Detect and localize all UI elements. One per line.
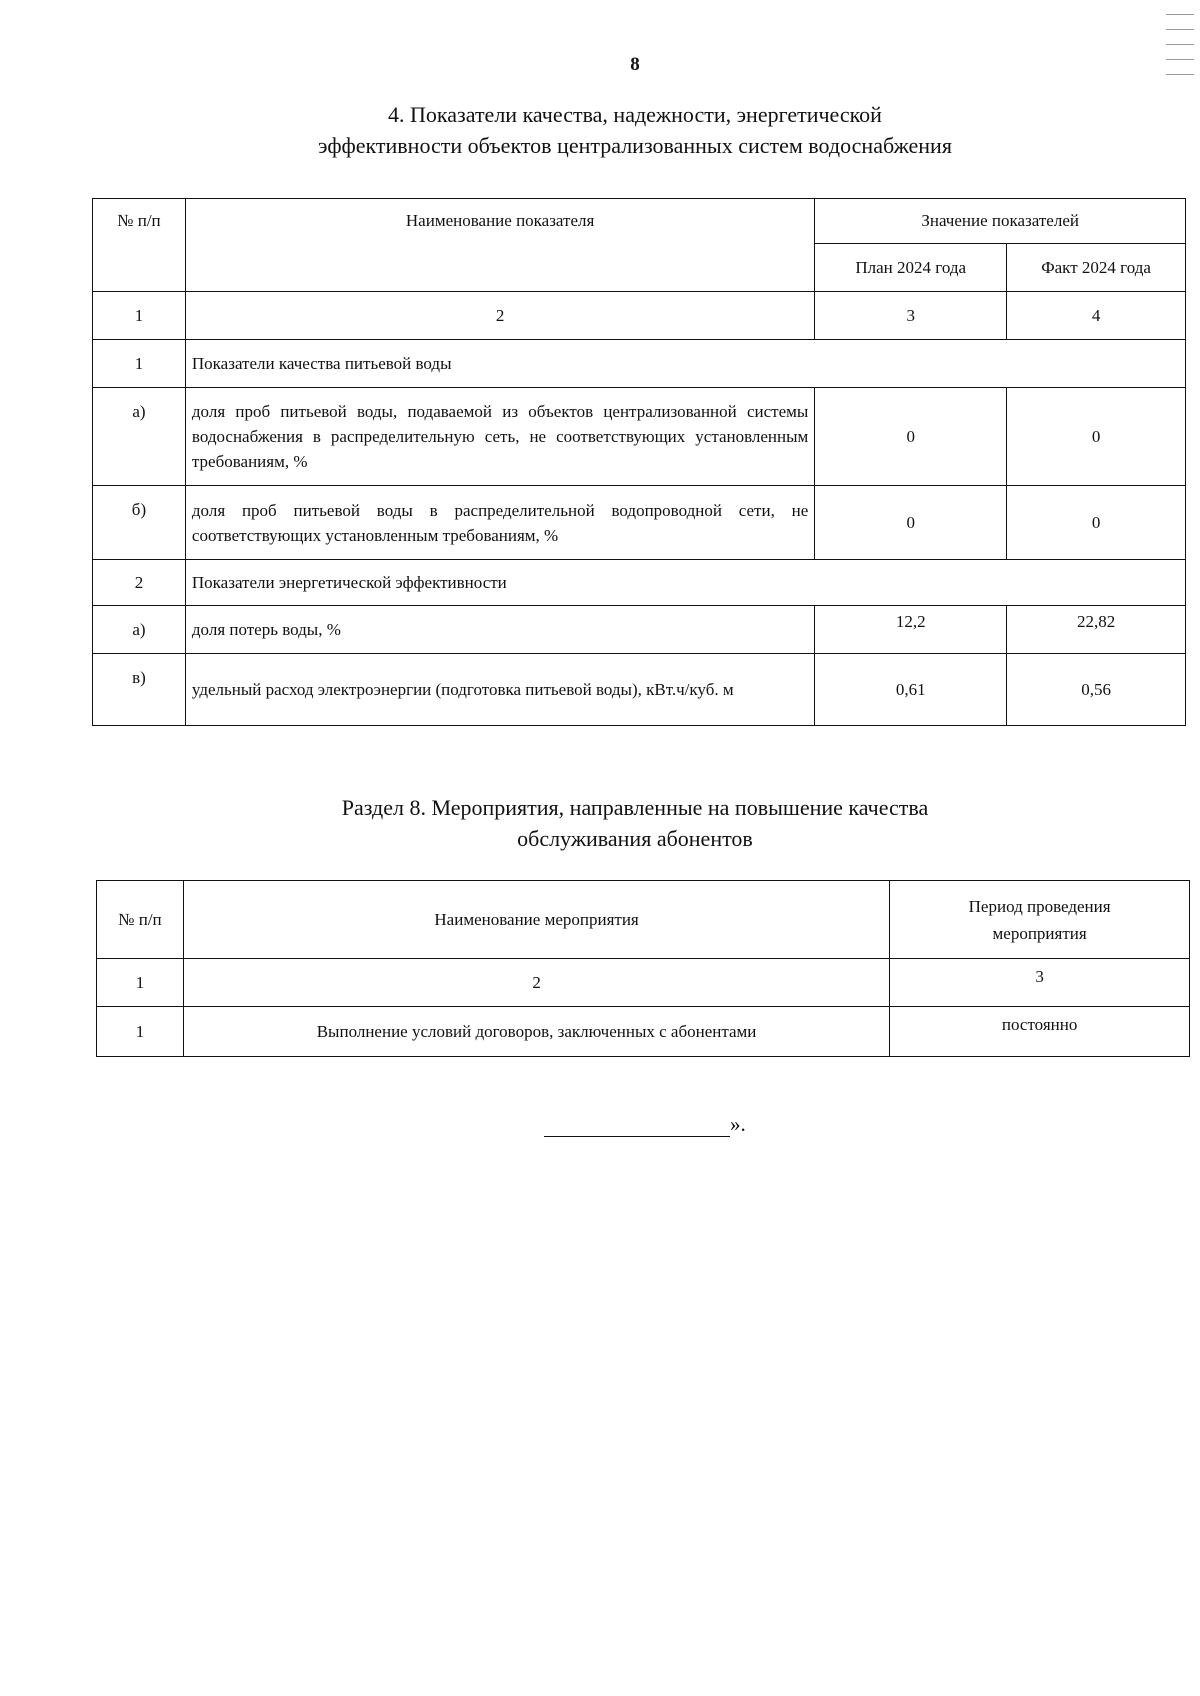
header-indicator-name: Наименование показателя [185,199,814,292]
section4-title [0,99,1200,161]
section8-title [0,792,1200,854]
header-period [890,881,1190,959]
indicator-name: доля проб питьевой воды в распределительной водопроводной сети, не соответствующих установленным требованиям, % [185,486,814,560]
header-period-line2: мероприятия [992,923,1087,943]
indicator-name: удельный расход электроэнергии (подготовка питьевой воды), кВт.ч/куб. м [185,654,814,726]
plan-value: 0 [815,486,1007,560]
table-row [97,1007,1190,1057]
header-period-line1: Период проведения [968,896,1111,916]
fact-value: 0 [1007,486,1186,560]
header-values: Значение показателей [815,199,1186,244]
table-row [93,486,1186,560]
indicators-table [92,198,1186,726]
signature-underline [544,1116,730,1137]
table-row [93,606,1186,654]
col-number: 1 [97,959,184,1007]
indicator-name: доля проб питьевой воды, подаваемой из объектов централизованной системы водоснабжения в распределительную сеть, не соответствующих установленным требованиям, % [185,388,814,486]
group-row [93,340,1186,388]
header-fact: Факт 2024 года [1007,244,1186,292]
fact-value: 0 [1007,388,1186,486]
group-label: Показатели качества питьевой воды [185,340,1185,388]
column-number-row [97,959,1190,1007]
group-label: Показатели энергетической эффективности [185,560,1185,606]
col-number: 3 [890,959,1190,1007]
group-num: 2 [93,560,186,606]
header-num: № п/п [97,881,184,959]
header-plan: План 2024 года [815,244,1007,292]
plan-value: 0 [815,388,1007,486]
row-num: в) [93,654,186,726]
row-num: б) [93,486,186,560]
column-number-row [93,292,1186,340]
closing-mark: ». [730,1112,746,1136]
measure-name: Выполнение условий договоров, заключенных с абонентами [183,1007,889,1057]
row-num: а) [93,388,186,486]
table-row [93,388,1186,486]
col-number: 4 [1007,292,1186,340]
col-number: 3 [815,292,1007,340]
section4-title-line1: 4. Показатели качества, надежности, энергетической [388,102,882,127]
row-num: 1 [97,1007,184,1057]
fact-value: 22,82 [1007,606,1186,654]
plan-value: 0,61 [815,654,1007,726]
measure-period: постоянно [890,1007,1190,1057]
col-number: 2 [183,959,889,1007]
indicator-name: доля потерь воды, % [185,606,814,654]
group-num: 1 [93,340,186,388]
section8-title-line2: обслуживания абонентов [517,826,753,851]
row-num: а) [93,606,186,654]
measures-table [96,880,1190,1057]
fact-value: 0,56 [1007,654,1186,726]
table-row [93,654,1186,726]
col-number: 2 [185,292,814,340]
group-row [93,560,1186,606]
plan-value: 12,2 [815,606,1007,654]
col-number: 1 [93,292,186,340]
section8-title-line1: Раздел 8. Мероприятия, направленные на повышение качества [341,795,929,820]
header-measure-name: Наименование мероприятия [183,881,889,959]
closing-line [544,1112,746,1137]
section4-title-line2: эффективности объектов централизованных систем водоснабжения [318,133,952,158]
page-number: 8 [630,54,640,75]
header-num: № п/п [93,199,186,292]
